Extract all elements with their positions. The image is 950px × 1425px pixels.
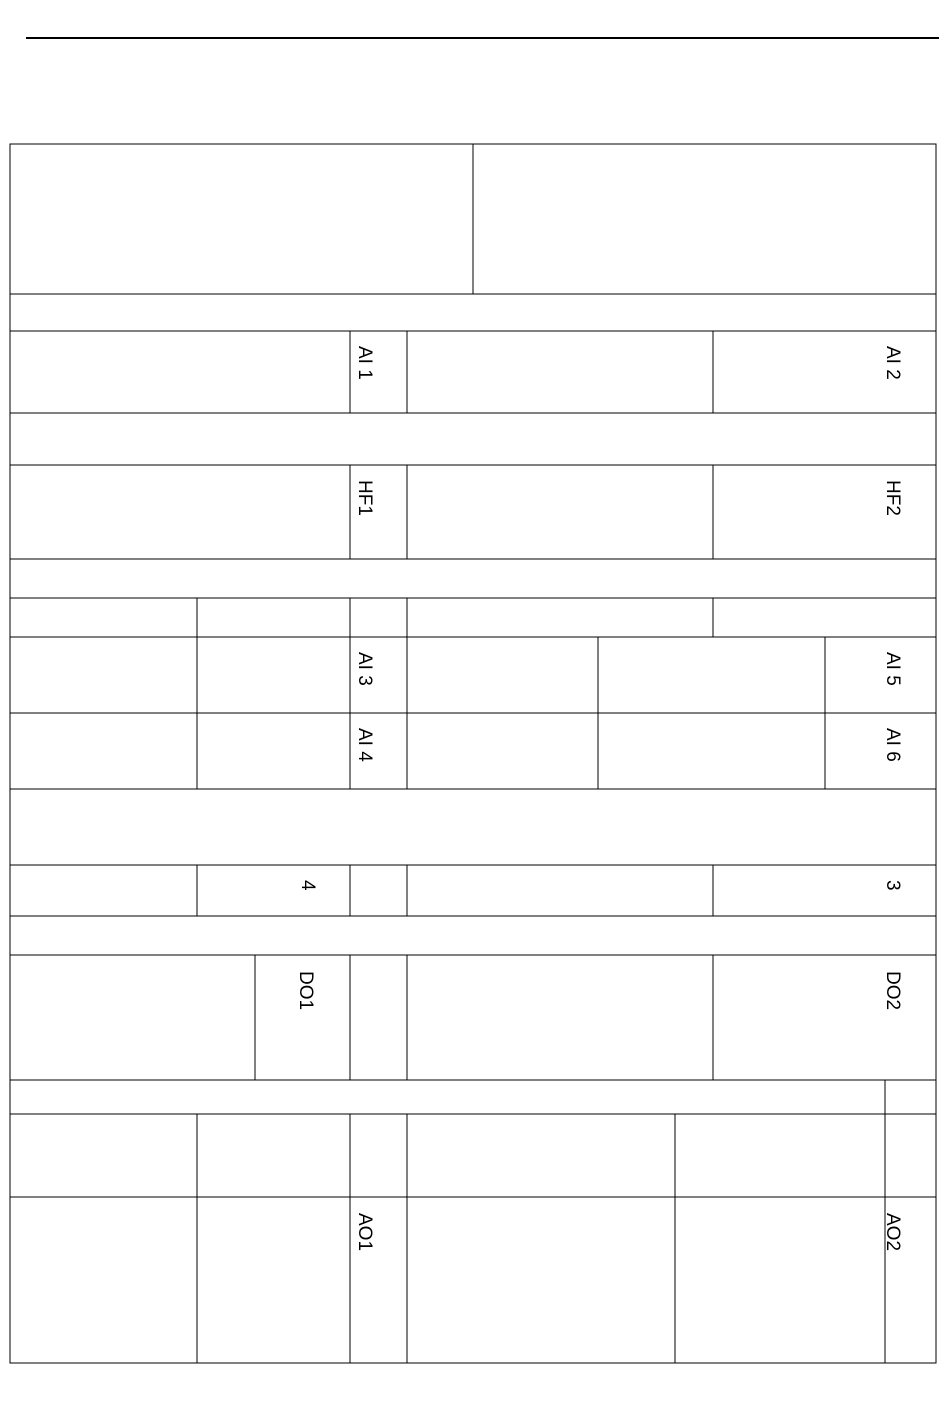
label-ai5: AI 5 [882, 652, 904, 686]
label-ao2: AO2 [882, 1213, 904, 1252]
table-border [10, 144, 936, 1363]
label-hf1: HF1 [354, 480, 376, 516]
label-do1: DO1 [295, 971, 317, 1011]
label-ai6: AI 6 [882, 728, 904, 762]
table-grid [10, 144, 936, 1363]
label-ao1: AO1 [354, 1213, 376, 1252]
label-ai4: AI 4 [354, 728, 376, 762]
label-ai1: AI 1 [354, 346, 376, 380]
label-count-left: 4 [297, 880, 319, 891]
label-ai3: AI 3 [354, 652, 376, 686]
cell-labels [295, 346, 903, 1251]
label-ai2: AI 2 [882, 346, 904, 380]
label-do2: DO2 [882, 971, 904, 1011]
label-count-right: 3 [882, 880, 904, 891]
label-hf2: HF2 [882, 480, 904, 516]
